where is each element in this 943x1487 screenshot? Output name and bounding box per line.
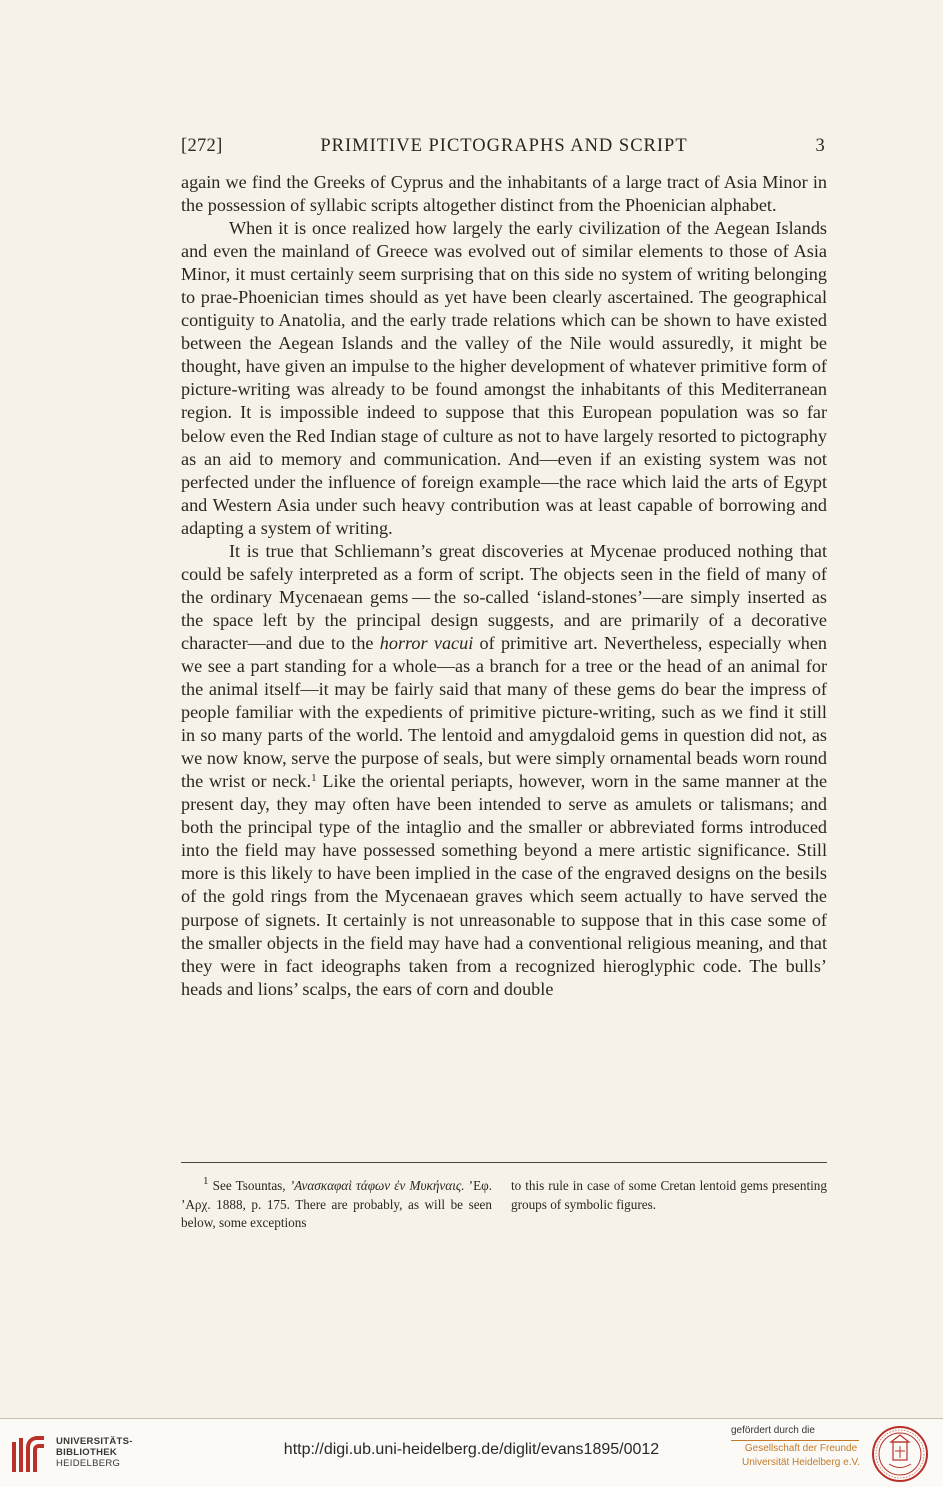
permalink-url[interactable]: http://digi.ub.uni-heidelberg.de/diglit/evans1895/0012 <box>283 1441 660 1458</box>
footnote-text-c: to this rule in case of some Cretan lentoid gems presenting groups of symbolic figures. <box>511 1178 827 1212</box>
page-bracket-number: [272] <box>181 136 223 156</box>
page-number: 3 <box>815 136 825 156</box>
footnote-text-a: See Tsountas, <box>212 1178 286 1193</box>
running-title: PRIMITIVE PICTOGRAPHS AND SCRIPT <box>320 136 688 156</box>
sponsor-name-line2: Universität Heidelberg e.V. <box>741 1457 861 1468</box>
running-header <box>181 136 827 162</box>
sponsor-name-line1: Gesellschaft der Freunde <box>744 1443 858 1454</box>
university-seal-icon <box>869 1424 931 1484</box>
digitization-footer <box>0 1419 943 1487</box>
paragraph-3-part-c: Like the oriental periapts, however, worn in the same manner at the present day, they may often have been intended to serve as amulets or talismans; and both the principal type of the intaglio and the smaller or abbreviated forms introduced into the field may have possessed something beyond a mere artistic significance. Still more is this likely to have been implied in the case of the engraved designs on the besils of the gold rings from the Mycenaean graves which seem actually to have served the purpose of signets. It certainly is not unreasonable to suppose that in this case some of the smaller objects in the field may have had a conventional religious meaning, and that they were in fact ideographs taken from a recognized hieroglyphic code. The bulls’ heads and lions’ scalps, the ears of corn and double <box>181 771 828 999</box>
paragraph-3-part-b: of primitive art. Nevertheless, especially when we see a part standing for a whole—as a branch for a tree or the head of an animal for the animal itself—it may be fairly said that many of these gems do bear the impress of people familiar with the expedients of primitive picture-writing, such as we find it still in so many parts of the world. The lentoid and amygdaloid gems in question did not, as we now know, serve the purpose of seals, but were simply ornamental beads worn round the wrist or neck. <box>181 632 827 792</box>
sponsor-block <box>731 1425 871 1469</box>
footnote-ref[interactable]: 1 <box>311 772 317 785</box>
paragraph-3 <box>181 540 827 1001</box>
paragraph-3-part-a: It is true that Schliemann’s great discoveries at Mycenae produced nothing that could be safely interpreted as a form of script. The objects seen in the field of many of the ordinary Mycenaean gems — the so-called ‘island-stones’—are simply inserted as the space left by the principal design suggests, and are primarily of a decorative character—and due to the <box>181 540 827 653</box>
footnote-column-2 <box>511 1177 827 1214</box>
body-text <box>181 171 827 1001</box>
italic-phrase: horror vacui <box>379 632 474 653</box>
footnote-text-b: ’Εφ. ’Αρχ. 1888, p. 175. There are probably, as will be seen below, some exceptions <box>181 1178 493 1230</box>
paragraph-1: again we find the Greeks of Cyprus and the inhabitants of a large tract of Asia Minor in the possession of syllabic scripts altogether distinct from the Phoenician alphabet. <box>181 172 827 216</box>
footnote-divider <box>181 1162 827 1163</box>
sponsor-rule <box>731 1440 859 1441</box>
footnote-greek-title: ’Ανασκαφαὶ τάφων ἐν Μυκήναις. <box>289 1178 465 1193</box>
footnote-column-1 <box>181 1177 492 1233</box>
sponsor-label: gefördert durch die <box>731 1425 815 1436</box>
paragraph-2: When it is once realized how largely the early civilization of the Aegean Islands and even the mainland of Greece was evolved out of similar elements to those of Asia Minor, it must certainly seem surprising that on this side no system of writing belonging to prae-Phoenician times should as yet have been clearly ascertained. The geographical contiguity to Anatolia, and the early trade relations which can be shown to have existed between the Aegean Islands and the valley of the Nile would assuredly, it might be thought, have given an impulse to the higher development of whatever primitive form of picture-writing was already to be found amongst the inhabitants of this Mediterranean region. It is impossible indeed to suppose that this European population was so far below even the Red Indian stage of culture as not to have largely resorted to pictography as an aid to memory and communication. And—even if an existing system was not perfected under the influence of foreign example—the race which laid the arts of Egypt and Western Asia under such heavy contribution was at least capable of borrowing and adapting a system of writing. <box>181 218 827 538</box>
library-name: UNIVERSITÄTS- BIBLIOTHEK HEIDELBERG <box>56 1436 133 1469</box>
footnote-marker: 1 <box>203 1175 209 1187</box>
